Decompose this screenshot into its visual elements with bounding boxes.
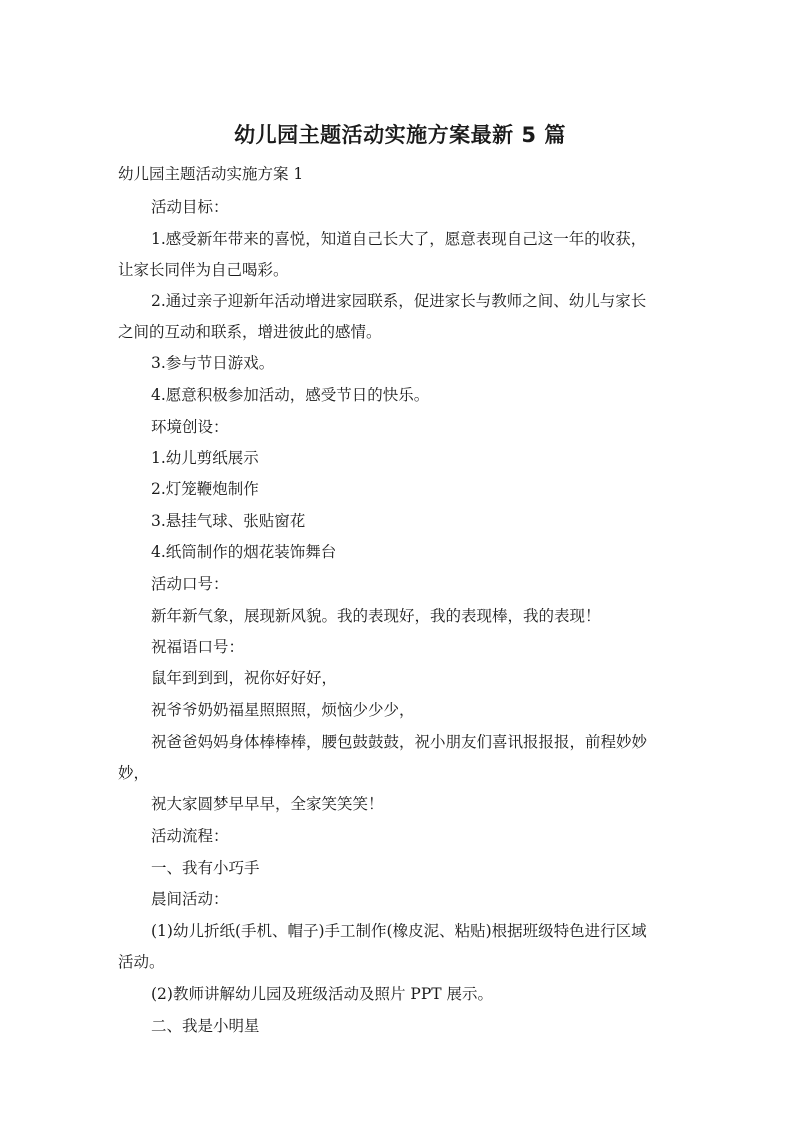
paragraph-line: 2.灯笼鞭炮制作 xyxy=(151,480,259,498)
paragraph-line: 祝爸爸妈妈身体棒棒棒，腰包鼓鼓鼓，祝小朋友们喜讯报报报，前程妙妙 xyxy=(151,733,648,751)
paragraph-line: 活动口号： xyxy=(151,575,229,593)
paragraph-line: 一、我有小巧手 xyxy=(151,859,260,877)
paragraph-line: 4.纸筒制作的烟花装饰舞台 xyxy=(151,543,337,561)
paragraph-line: 4.愿意积极参加活动，感受节日的快乐。 xyxy=(151,386,430,404)
paragraph-line: (2)教师讲解幼儿园及班级活动及照片 PPT 展示。 xyxy=(151,985,494,1003)
paragraph-line: 活动目标： xyxy=(151,198,229,216)
paragraph-line: 活动。 xyxy=(118,953,165,971)
paragraph-line: 新年新气象，展现新风貌。我的表现好，我的表现棒，我的表现！ xyxy=(151,607,601,625)
paragraph-line: (1)幼儿折纸(手机、帽子)手工制作(橡皮泥、粘贴)根据班级特色进行区域 xyxy=(151,922,647,940)
document-title: 幼儿园主题活动实施方案最新 5 篇 xyxy=(234,123,566,147)
paragraph-line: 3.参与节日游戏。 xyxy=(151,354,275,372)
paragraph-line: 1.感受新年带来的喜悦，知道自己长大了，愿意表现自己这一年的收获， xyxy=(151,230,647,248)
paragraph-line: 鼠年到到到，祝你好好好， xyxy=(151,669,338,687)
paragraph-line: 妙， xyxy=(118,764,150,782)
paragraph-line: 活动流程： xyxy=(151,827,229,845)
paragraph-line: 1.幼儿剪纸展示 xyxy=(151,449,259,467)
paragraph-line: 祝福语口号： xyxy=(151,638,245,656)
paragraph-line: 祝大家圆梦早早早，全家笑笑笑！ xyxy=(151,795,384,813)
paragraph-line: 二、我是小明星 xyxy=(151,1017,260,1035)
paragraph-line: 让家长同伴为自己喝彩。 xyxy=(118,261,289,279)
paragraph-line: 环境创设： xyxy=(151,418,229,436)
paragraph-line: 之间的互动和联系，增进彼此的感情。 xyxy=(118,323,382,341)
section-heading: 幼儿园主题活动实施方案 1 xyxy=(118,165,304,183)
paragraph-line: 晨间活动： xyxy=(151,890,229,908)
paragraph-line: 3.悬挂气球、张贴窗花 xyxy=(151,512,306,530)
paragraph-line: 祝爷爷奶奶福星照照照，烦恼少少少， xyxy=(151,701,415,719)
paragraph-line: 2.通过亲子迎新年活动增进家园联系，促进家长与教师之间、幼儿与家长 xyxy=(151,292,647,310)
